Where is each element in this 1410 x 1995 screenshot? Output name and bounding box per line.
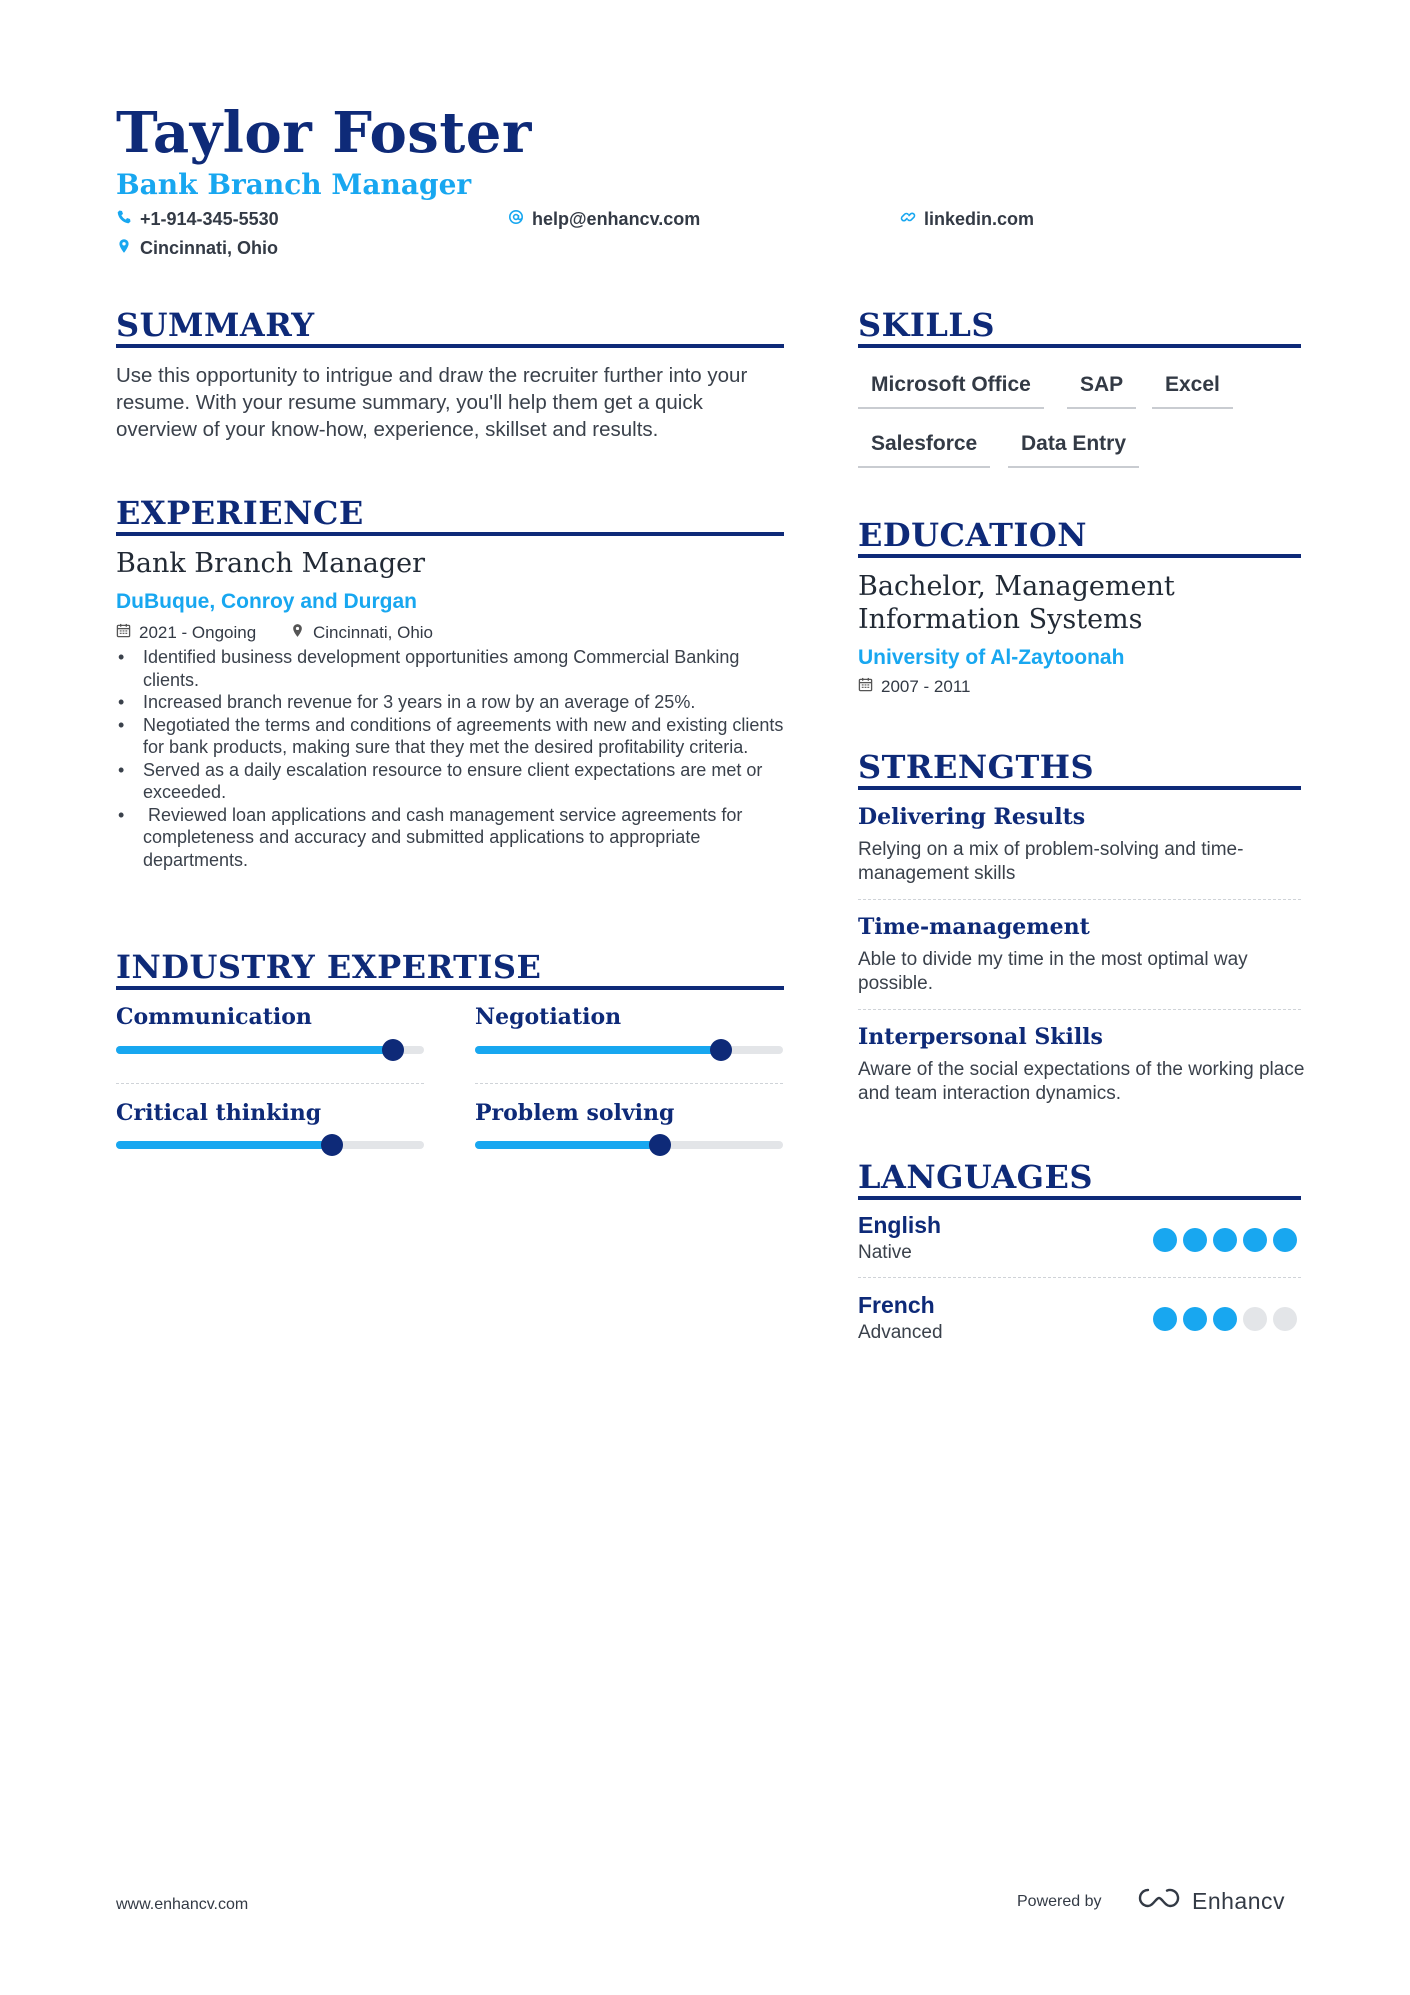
calendar-icon (116, 623, 131, 643)
job-title: Bank Branch Manager (116, 548, 425, 579)
calendar-icon (858, 677, 873, 697)
rating-dot (1183, 1228, 1207, 1252)
languages-divider (858, 1196, 1301, 1200)
language-rating (1153, 1307, 1297, 1331)
expertise-label: Critical thinking (116, 1100, 322, 1126)
list-item: • Negotiated the terms and conditions of agreements with new and existing clients for bank products, making sure that they met the desired profitability criteria. (116, 714, 792, 759)
education-heading: EDUCATION (858, 516, 1087, 554)
language-level: Advanced (858, 1322, 943, 1343)
rating-dot (1153, 1228, 1177, 1252)
skill-tag: SAP (1067, 373, 1136, 409)
expertise-separator (116, 1083, 424, 1084)
website-text: linkedin.com (924, 209, 1035, 229)
rating-dot (1273, 1228, 1297, 1252)
expertise-bar (475, 1046, 783, 1054)
expertise-bar-knob (321, 1134, 343, 1156)
language-separator (858, 1277, 1301, 1278)
languages-heading: LANGUAGES (858, 1158, 1093, 1196)
strength-description: Relying on a mix of problem-solving and time-management skills (858, 839, 1244, 884)
location-text: Cincinnati, Ohio (140, 238, 278, 258)
enhancv-logo-icon (1136, 1886, 1182, 1916)
expertise-separator (475, 1083, 783, 1084)
strength-description: Aware of the social expectations of the working place and team interaction dynamics. (858, 1059, 1305, 1104)
expertise-bar-knob (649, 1134, 671, 1156)
location-pin-icon (116, 238, 132, 259)
language-name: English (858, 1212, 942, 1238)
expertise-bar (116, 1141, 424, 1149)
rating-dot (1243, 1307, 1267, 1331)
skill-tag: Microsoft Office (858, 373, 1044, 409)
rating-dot (1153, 1307, 1177, 1331)
skill-tag: Salesforce (858, 432, 990, 468)
footer-powered-by: Powered by (1017, 1893, 1102, 1910)
education-divider (858, 554, 1301, 558)
skills-divider (858, 344, 1301, 348)
phone-icon (116, 209, 132, 230)
strengths-heading: STRENGTHS (858, 748, 1095, 786)
job-company: DuBuque, Conroy and Durgan (116, 590, 417, 613)
experience-heading: EXPERIENCE (116, 494, 364, 532)
footer-website[interactable]: www.enhancv.com (116, 1896, 249, 1913)
expertise-label: Problem solving (475, 1100, 675, 1126)
contact-website[interactable] (900, 209, 1034, 230)
rating-dot (1183, 1307, 1207, 1331)
language-name: French (858, 1292, 935, 1318)
contact-phone[interactable] (116, 209, 279, 230)
location-pin-icon (290, 623, 305, 643)
contact-email[interactable] (508, 209, 700, 230)
education-dates (858, 677, 970, 697)
strength-separator (858, 1009, 1301, 1010)
job-location (290, 623, 433, 643)
strength-separator (858, 899, 1301, 900)
expertise-bar-knob (710, 1039, 732, 1061)
expertise-bar-knob (382, 1039, 404, 1061)
strength-title: Interpersonal Skills (858, 1024, 1103, 1050)
list-item: • Served as a daily escalation resource to ensure client expectations are met or exceeded. (116, 759, 792, 804)
list-item: • Reviewed loan applications and cash management service agreements for completeness and accuracy and submitted applications to appropriate departments. (116, 804, 792, 872)
expertise-divider (116, 986, 784, 990)
footer-brand-text: Enhancv (1192, 1887, 1286, 1914)
list-item: • Increased branch revenue for 3 years in a row by an average of 25%. (116, 691, 792, 714)
expertise-bar-fill (475, 1141, 660, 1149)
language-level: Native (858, 1242, 912, 1263)
rating-dot (1273, 1307, 1297, 1331)
strength-title: Delivering Results (858, 804, 1086, 830)
strengths-divider (858, 786, 1301, 790)
rating-dot (1243, 1228, 1267, 1252)
expertise-bar (475, 1141, 783, 1149)
job-dates (116, 623, 256, 643)
link-icon (900, 209, 916, 230)
expertise-bar-fill (116, 1046, 393, 1054)
education-dates-text: 2007 - 2011 (881, 677, 971, 696)
at-icon (508, 209, 524, 230)
summary-text: Use this opportunity to intrigue and draw the recruiter further into your resume. With your resume summary, you'll help them get a quick overview of your know-how, experience, skillset and results. (116, 364, 748, 441)
skills-heading: SKILLS (858, 306, 995, 344)
skill-tag: Excel (1152, 373, 1233, 409)
strength-title: Time-management (858, 914, 1090, 940)
experience-divider (116, 532, 784, 536)
candidate-title: Bank Branch Manager (116, 168, 472, 201)
candidate-name: Taylor Foster (116, 100, 532, 166)
education-school: University of Al-Zaytoonah (858, 646, 1125, 669)
phone-text: +1-914-345-5530 (140, 209, 279, 229)
contact-location (116, 238, 278, 259)
skill-tag: Data Entry (1008, 432, 1139, 468)
expertise-bar (116, 1046, 424, 1054)
job-dates-text: 2021 - Ongoing (139, 623, 257, 642)
footer-brand[interactable] (1136, 1886, 1285, 1916)
job-bullets (116, 646, 792, 871)
rating-dot (1213, 1307, 1237, 1331)
expertise-label: Negotiation (475, 1004, 622, 1030)
expertise-bar-fill (116, 1141, 332, 1149)
job-location-text: Cincinnati, Ohio (313, 623, 434, 642)
expertise-bar-fill (475, 1046, 721, 1054)
summary-divider (116, 344, 784, 348)
summary-heading: SUMMARY (116, 306, 315, 344)
email-text: help@enhancv.com (532, 209, 701, 229)
list-item: • Identified business development opportunities among Commercial Banking clients. (116, 646, 792, 691)
expertise-heading: INDUSTRY EXPERTISE (116, 948, 542, 986)
language-rating (1153, 1228, 1297, 1252)
strength-description: Able to divide my time in the most optimal way possible. (858, 949, 1248, 994)
expertise-label: Communication (116, 1004, 312, 1030)
education-degree: Bachelor, Management Information Systems (858, 571, 1175, 635)
rating-dot (1213, 1228, 1237, 1252)
